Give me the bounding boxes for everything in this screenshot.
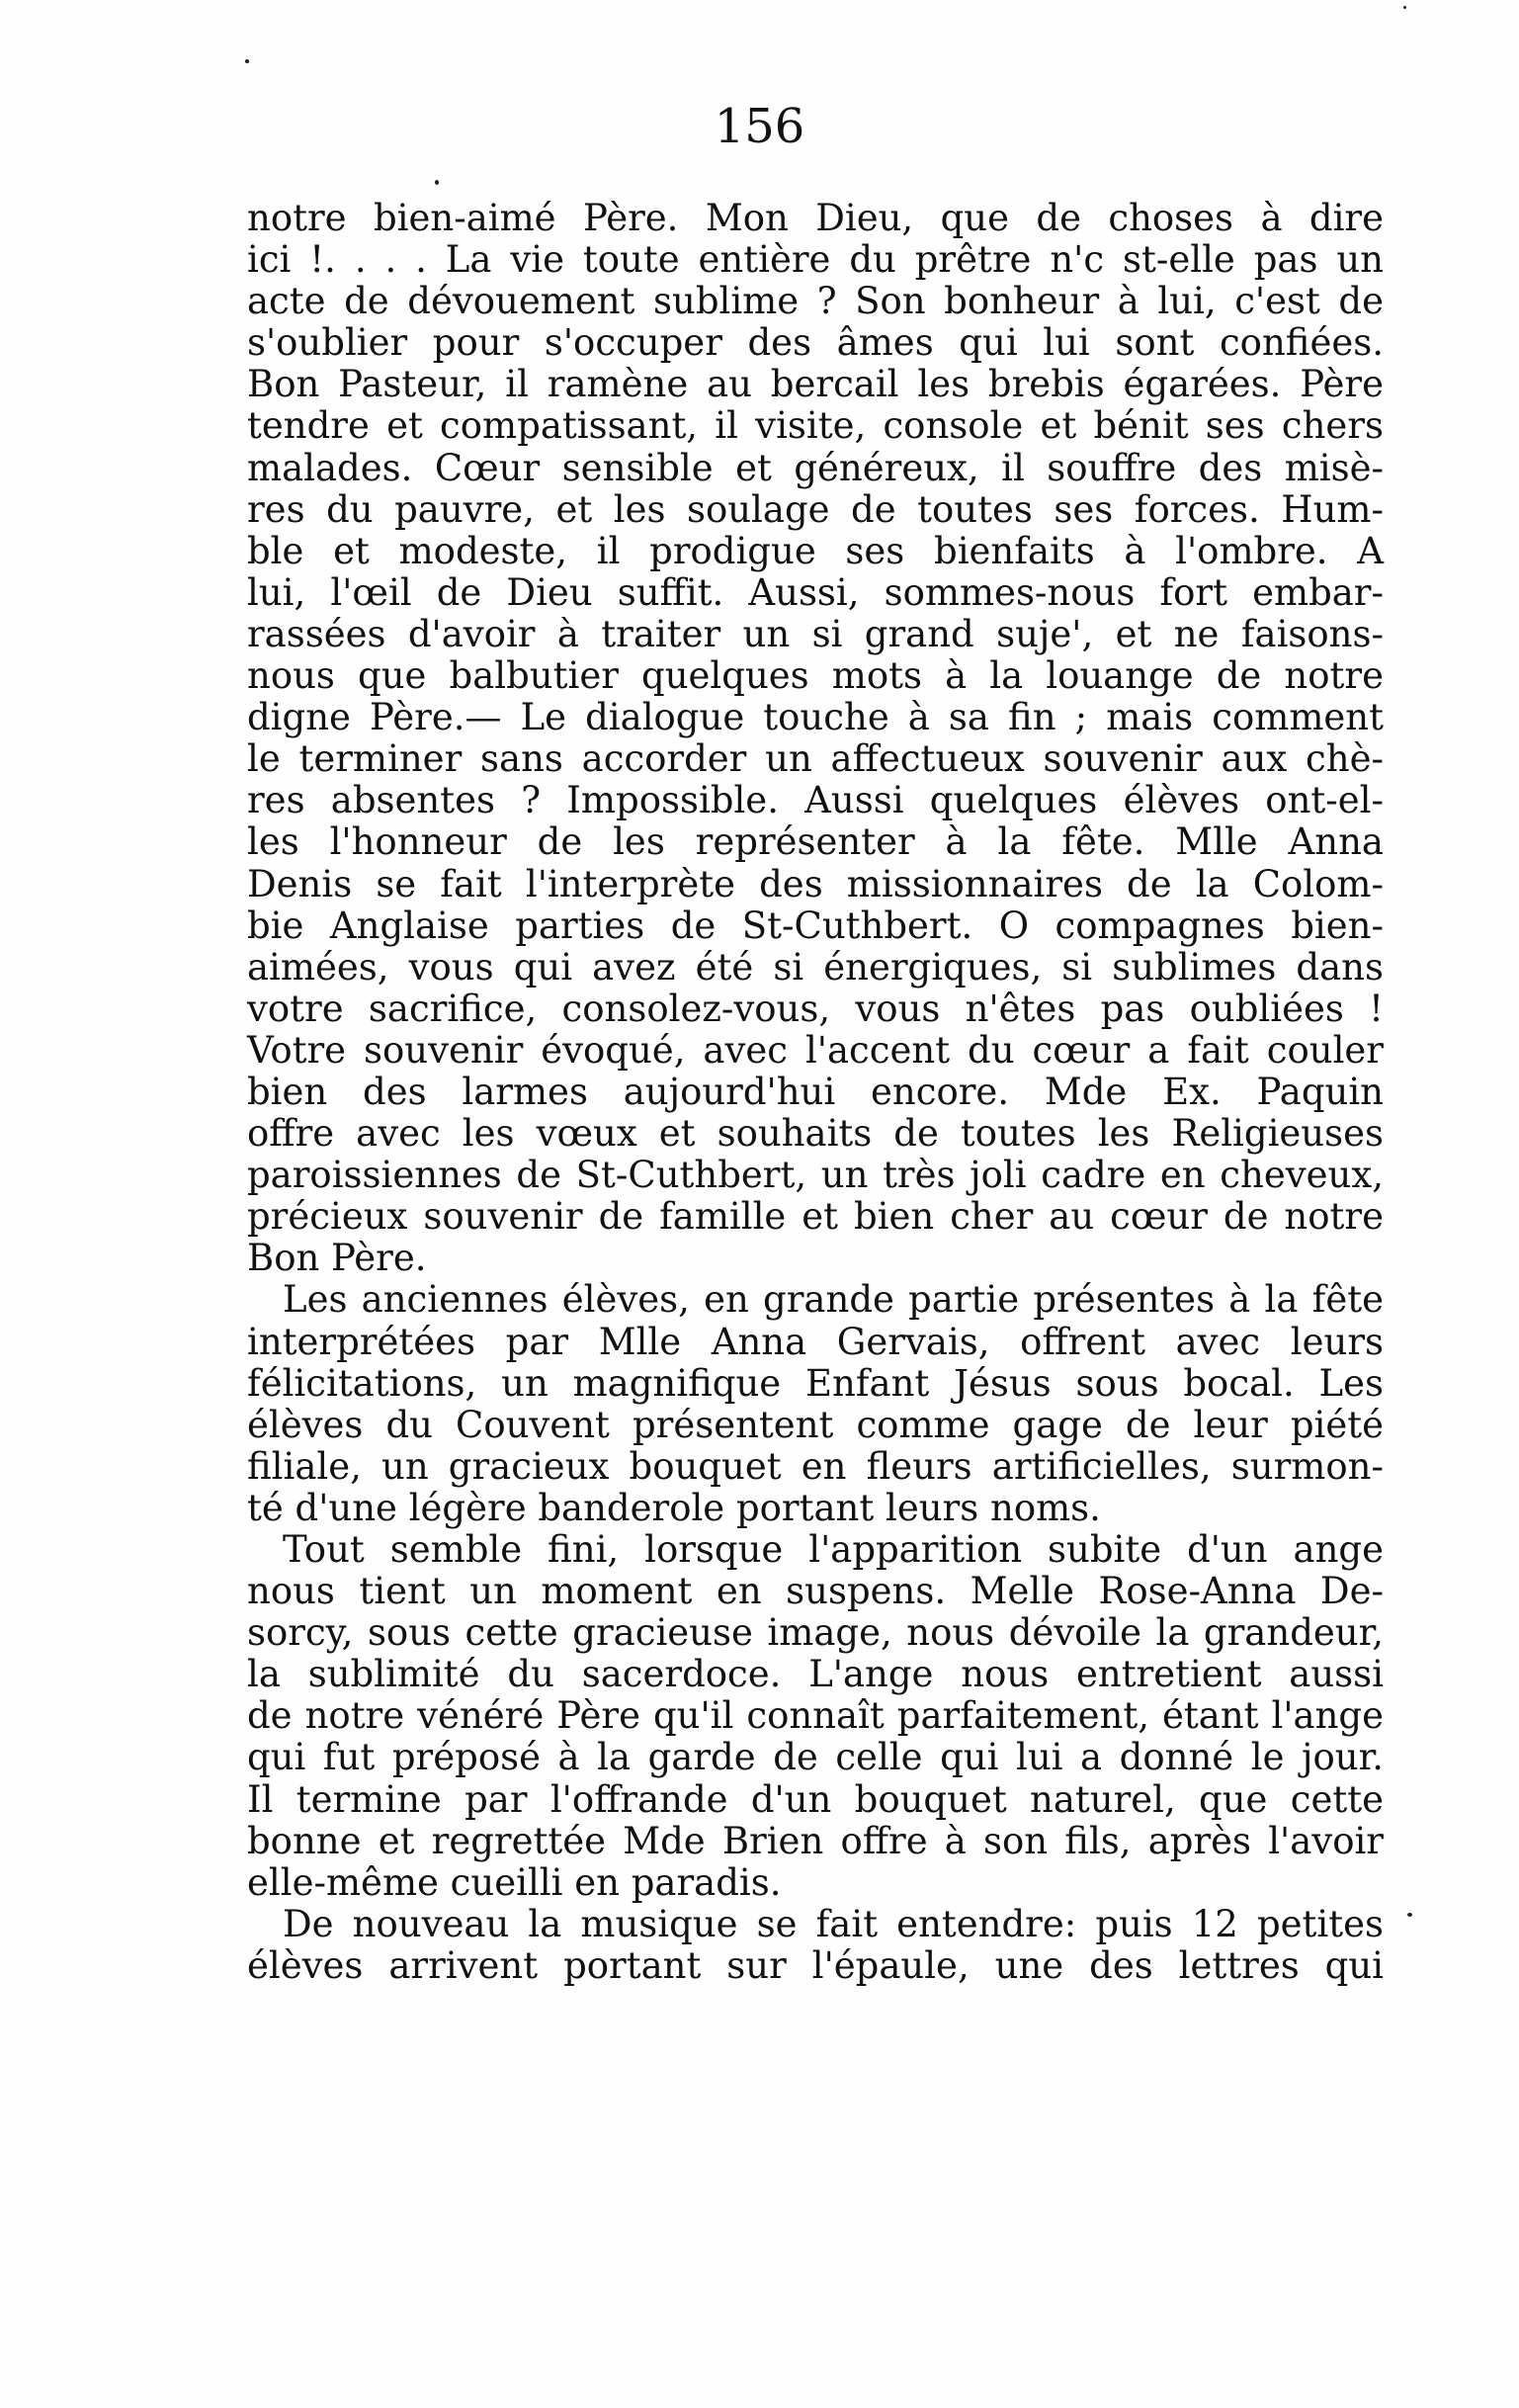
scan-speck bbox=[1407, 1913, 1412, 1917]
text-line: malades. Cœur sensible et généreux, il souffre des misè- bbox=[247, 446, 1384, 489]
text-line: tendre et compatissant, il visite, console et bénit ses chers bbox=[247, 404, 1384, 448]
text-line: votre sacrifice, consolez-vous, vous n'êtes pas oubliées ! bbox=[247, 987, 1384, 1030]
text-line: Denis se fait l'interprète des missionnaires de la Colom- bbox=[247, 862, 1384, 905]
text-line: bie Anglaise parties de St-Cuthbert. O compagnes bien- bbox=[247, 903, 1384, 947]
scan-speck bbox=[435, 180, 439, 185]
text-line: nous tient un moment en suspens. Melle Rose-Anna De- bbox=[247, 1570, 1384, 1613]
text-line: té d'une légère banderole portant leurs noms. bbox=[247, 1486, 1101, 1529]
text-line: elle-même cueilli en paradis. bbox=[247, 1860, 782, 1904]
text-line: paroissiennes de St-Cuthbert, un très joli cadre en cheveux, bbox=[247, 1154, 1384, 1197]
text-line: lui, l'œil de Dieu suffit. Aussi, sommes-nous fort embar- bbox=[247, 570, 1384, 614]
text-line: sorcy, sous cette gracieuse image, nous dévoile la grandeur, bbox=[247, 1611, 1384, 1655]
text-line: digne Père.— Le dialogue touche à sa fin ; mais comment bbox=[247, 696, 1384, 739]
text-line: élèves du Couvent présentent comme gage de leur piété bbox=[247, 1403, 1384, 1446]
text-line: qui fut préposé à la garde de celle qui lui a donné le jour. bbox=[247, 1736, 1384, 1779]
text-line: la sublimité du sacerdoce. L'ange nous entretient aussi bbox=[247, 1653, 1384, 1696]
text-line: élèves arrivent portant sur l'épaule, une des lettres qui bbox=[247, 1943, 1384, 1987]
text-line: Il termine par l'offrande d'un bouquet naturel, que cette bbox=[247, 1777, 1384, 1821]
text-line: offre avec les vœux et souhaits de toutes les Religieuses bbox=[247, 1112, 1384, 1156]
text-line: Votre souvenir évoqué, avec l'accent du cœur a fait couler bbox=[247, 1028, 1384, 1072]
text-line: de notre vénéré Père qu'il connaît parfaitement, étant l'ange bbox=[247, 1694, 1384, 1738]
text-line: Bon Père. bbox=[247, 1237, 427, 1280]
text-line: nous que balbutier quelques mots à la louange de notre bbox=[247, 654, 1384, 698]
text-line: bien des larmes aujourd'hui encore. Mde Ex. Paquin bbox=[247, 1070, 1384, 1113]
text-line: Les anciennes élèves, en grande partie présentes à la fête bbox=[283, 1278, 1384, 1322]
scan-speck bbox=[1403, 6, 1406, 9]
text-line: rassées d'avoir à traiter un si grand suje', et ne faisons- bbox=[247, 612, 1384, 655]
text-line: ble et modeste, il prodigue ses bienfaits à l'ombre. A bbox=[247, 529, 1384, 572]
text-line: res du pauvre, et les soulage de toutes ses forces. Hum- bbox=[247, 487, 1384, 531]
text-line: notre bien-aimé Père. Mon Dieu, que de choses à dire bbox=[247, 197, 1384, 239]
body-text bbox=[247, 198, 1384, 1987]
text-line: interprétées par Mlle Anna Gervais, offrent avec leurs bbox=[247, 1320, 1384, 1363]
text-line: félicitations, un magnifique Enfant Jésus sous bocal. Les bbox=[247, 1361, 1384, 1405]
text-line: les l'honneur de les représenter à la fête. Mlle Anna bbox=[247, 820, 1384, 864]
text-line: aimées, vous qui avez été si énergiques, si sublimes dans bbox=[247, 945, 1384, 989]
text-line: ici !. . . . La vie toute entière du prêtre n'c st-elle pas un bbox=[247, 238, 1384, 282]
text-line: précieux souvenir de famille et bien cher au cœur de notre bbox=[247, 1195, 1384, 1239]
text-line: le terminer sans accorder un affectueux souvenir aux chè- bbox=[247, 737, 1384, 781]
text-line: acte de dévouement sublime ? Son bonheur à lui, c'est de bbox=[247, 280, 1384, 323]
page-number: 156 bbox=[714, 99, 805, 154]
text-line: s'oublier pour s'occuper des âmes qui lui sont confiées. bbox=[247, 321, 1384, 365]
text-line: bonne et regrettée Mde Brien offre à son fils, après l'avoir bbox=[247, 1819, 1384, 1862]
text-line: Bon Pasteur, il ramène au bercail les brebis égarées. Père bbox=[247, 363, 1384, 406]
scan-speck bbox=[245, 59, 249, 63]
text-line: res absentes ? Impossible. Aussi quelques élèves ont-el- bbox=[247, 779, 1384, 822]
text-line: filiale, un gracieux bouquet en fleurs artificielles, surmon- bbox=[247, 1444, 1384, 1488]
text-line: Tout semble fini, lorsque l'apparition subite d'un ange bbox=[283, 1528, 1384, 1571]
text-line: De nouveau la musique se fait entendre: puis 12 petites bbox=[283, 1902, 1384, 1945]
